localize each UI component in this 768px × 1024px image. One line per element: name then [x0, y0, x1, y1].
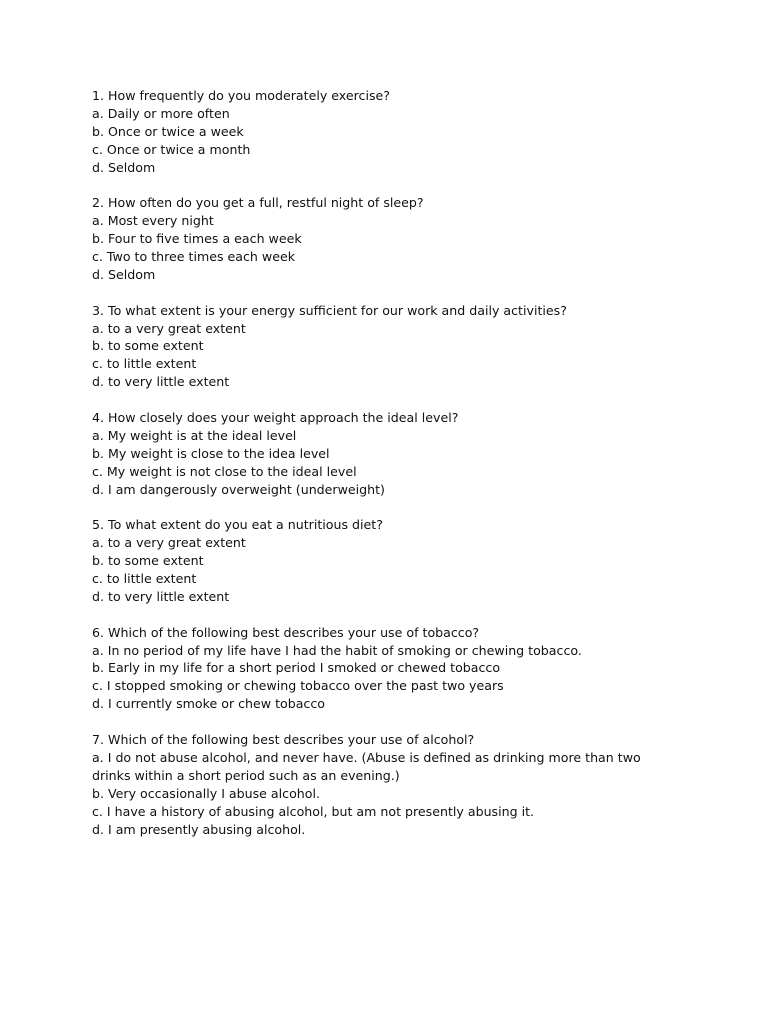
question-text: 1. How frequently do you moderately exercise? [92, 88, 390, 103]
option-a: a. I do not abuse alcohol, and never have. (Abuse is defined as drinking more than two drinks within a short period such as an evening.) [92, 749, 641, 783]
option-a: a. Daily or more often [92, 105, 230, 121]
question-text: 7. Which of the following best describes your use of alcohol? [92, 731, 475, 747]
option-d: d. I currently smoke or chew tobacco [92, 696, 325, 712]
option-c: c. to little extent [92, 356, 197, 372]
option-c: c. Once or twice a month [92, 141, 251, 157]
questionnaire [92, 87, 652, 856]
option-a: a. to a very great extent [92, 320, 246, 336]
question-text: 6. Which of the following best describes your use of tobacco? [92, 624, 480, 640]
option-c: c. I have a history of abusing alcohol, but am not presently abusing it. [92, 803, 535, 819]
question-6 [92, 624, 652, 714]
option-d: d. to very little extent [92, 588, 230, 604]
option-b: b. Once or twice a week [92, 123, 244, 139]
option-d: d. Seldom [92, 266, 156, 282]
question-3 [92, 302, 652, 392]
option-b: b. Very occasionally I abuse alcohol. [92, 785, 320, 801]
option-b: b. to some extent [92, 338, 204, 354]
question-4 [92, 409, 652, 499]
option-b: b. Four to five times a each week [92, 231, 302, 247]
question-text: 4. How closely does your weight approach the ideal level? [92, 409, 459, 425]
option-a: a. to a very great extent [92, 535, 246, 551]
option-c: c. I stopped smoking or chewing tobacco over the past two years [92, 678, 504, 694]
option-b: b. My weight is close to the idea level [92, 445, 330, 461]
option-a: a. My weight is at the ideal level [92, 427, 297, 443]
option-d: d. I am presently abusing alcohol. [92, 821, 306, 837]
question-5 [92, 516, 652, 606]
option-c: c. Two to three times each week [92, 249, 295, 265]
question-2 [92, 194, 652, 284]
option-d: d. to very little extent [92, 374, 230, 390]
option-d: d. Seldom [92, 159, 156, 175]
option-c: c. to little extent [92, 571, 197, 587]
option-b: b. to some extent [92, 553, 204, 569]
question-1 [92, 87, 652, 177]
option-a: a. Most every night [92, 213, 214, 229]
option-b: b. Early in my life for a short period I smoked or chewed tobacco [92, 660, 501, 676]
question-7 [92, 731, 652, 838]
option-c: c. My weight is not close to the ideal level [92, 463, 357, 479]
option-a: a. In no period of my life have I had the habit of smoking or chewing tobacco. [92, 642, 582, 658]
question-text: 3. To what extent is your energy sufficient for our work and daily activities? [92, 302, 567, 318]
question-text: 2. How often do you get a full, restful night of sleep? [92, 195, 424, 211]
option-d: d. I am dangerously overweight (underweight) [92, 481, 385, 497]
question-text: 5. To what extent do you eat a nutritious diet? [92, 517, 383, 533]
